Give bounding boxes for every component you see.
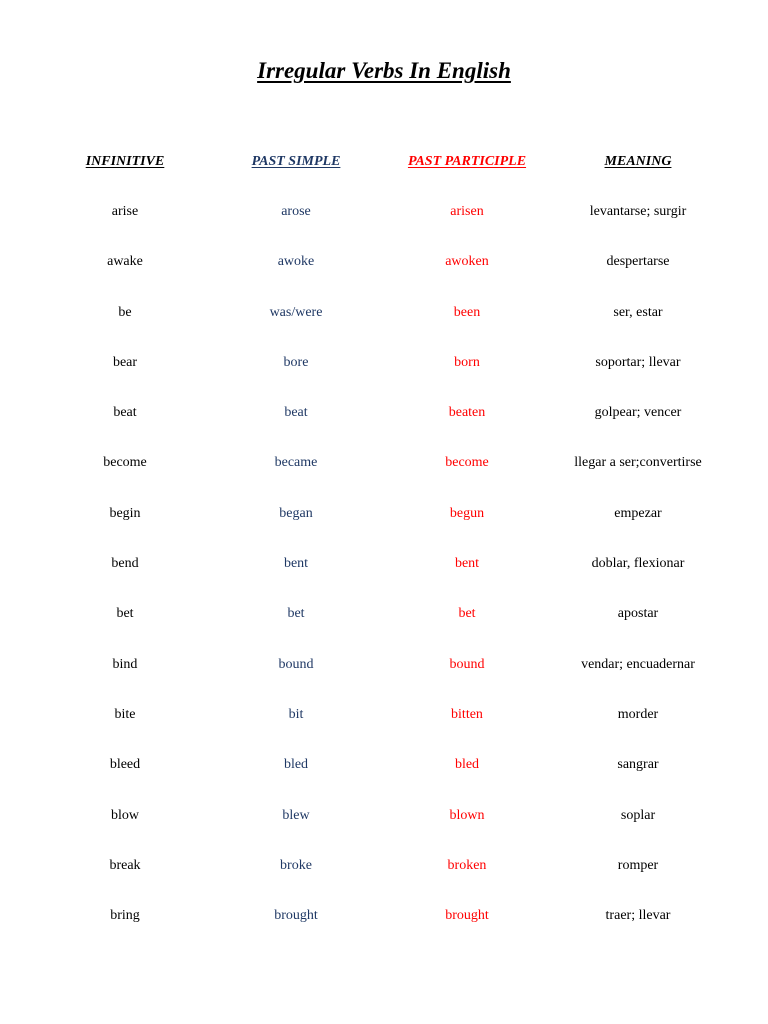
cell-past-participle: beaten: [448, 405, 486, 421]
cell-past-simple: bent: [283, 556, 309, 572]
table-row: [0, 303, 768, 353]
cell-meaning: soplar: [620, 807, 656, 823]
cell-infinitive: bend: [111, 556, 139, 572]
cell-past-simple: blew: [282, 807, 310, 823]
cell-meaning: ser, estar: [613, 304, 663, 320]
cell-meaning: golpear; vencer: [594, 405, 682, 421]
cell-past-simple: bet: [287, 606, 305, 622]
cell-past-simple: brought: [274, 908, 318, 924]
header-infinitive: INFINITIVE: [85, 154, 165, 169]
table-row: [0, 554, 768, 604]
page-title: Irregular Verbs In English: [257, 58, 511, 83]
cell-past-participle: bled: [454, 757, 480, 773]
table-row: [0, 856, 768, 906]
table-header-row: [0, 154, 768, 174]
cell-past-participle: brought: [445, 908, 489, 924]
table-row: [0, 705, 768, 755]
table-row: [0, 202, 768, 252]
cell-infinitive: beat: [113, 405, 137, 421]
cell-meaning: apostar: [617, 606, 659, 622]
cell-meaning: vendar; encuadernar: [581, 656, 695, 672]
cell-meaning: levantarse; surgir: [589, 204, 687, 219]
cell-past-participle: bound: [449, 656, 485, 672]
cell-past-simple: awoke: [277, 254, 315, 270]
cell-infinitive: become: [103, 455, 147, 471]
cell-past-participle: born: [454, 354, 480, 370]
cell-meaning: traer; llevar: [605, 908, 671, 924]
cell-past-participle: arisen: [450, 204, 484, 219]
cell-infinitive: begin: [109, 505, 141, 521]
cell-past-simple: bit: [288, 706, 304, 722]
cell-past-simple: became: [274, 455, 318, 471]
cell-meaning: soportar; llevar: [595, 354, 681, 370]
table-row: [0, 655, 768, 705]
cell-infinitive: be: [118, 304, 132, 320]
cell-meaning: despertarse: [606, 254, 670, 270]
cell-infinitive: bring: [110, 908, 140, 924]
cell-past-participle: begun: [449, 505, 485, 521]
cell-infinitive: bind: [112, 656, 138, 672]
table-row: [0, 504, 768, 554]
cell-infinitive: arise: [111, 204, 139, 219]
cell-meaning: doblar, flexionar: [591, 556, 685, 572]
table-row: [0, 906, 768, 956]
table-row: [0, 403, 768, 453]
cell-infinitive: blow: [111, 807, 139, 823]
cell-past-simple: began: [279, 505, 313, 521]
cell-past-simple: arose: [281, 204, 311, 219]
cell-past-simple: beat: [284, 405, 308, 421]
cell-meaning: morder: [617, 706, 659, 722]
table-row: [0, 453, 768, 503]
cell-past-participle: blown: [449, 807, 485, 823]
cell-infinitive: awake: [107, 254, 143, 270]
cell-past-simple: broke: [280, 857, 312, 873]
cell-infinitive: bleed: [109, 757, 141, 773]
cell-past-simple: bound: [278, 656, 314, 672]
cell-infinitive: bear: [112, 354, 138, 370]
verb-table-body: [0, 202, 768, 956]
cell-meaning: llegar a ser;convertirse: [574, 455, 702, 471]
cell-meaning: sangrar: [617, 757, 659, 773]
table-row: [0, 604, 768, 654]
cell-past-simple: was/were: [269, 304, 323, 320]
cell-infinitive: bet: [116, 606, 134, 622]
table-row: [0, 252, 768, 302]
table-row: [0, 806, 768, 856]
header-meaning: MEANING: [604, 154, 672, 169]
cell-infinitive: bite: [114, 706, 136, 722]
header-past-simple: PAST SIMPLE: [251, 154, 341, 169]
cell-past-participle: broken: [447, 857, 487, 873]
cell-past-simple: bore: [283, 354, 309, 370]
cell-meaning: empezar: [614, 505, 662, 521]
cell-past-participle: become: [445, 455, 489, 471]
cell-infinitive: break: [109, 857, 141, 873]
cell-past-participle: bet: [458, 606, 476, 622]
cell-past-simple: bled: [283, 757, 309, 773]
cell-past-participle: bent: [454, 556, 480, 572]
table-row: [0, 755, 768, 805]
cell-past-participle: been: [453, 304, 481, 320]
cell-past-participle: awoken: [445, 254, 489, 270]
table-row: [0, 353, 768, 403]
cell-meaning: romper: [617, 857, 659, 873]
cell-past-participle: bitten: [451, 706, 483, 722]
header-past-participle: PAST PARTICIPLE: [407, 154, 527, 169]
